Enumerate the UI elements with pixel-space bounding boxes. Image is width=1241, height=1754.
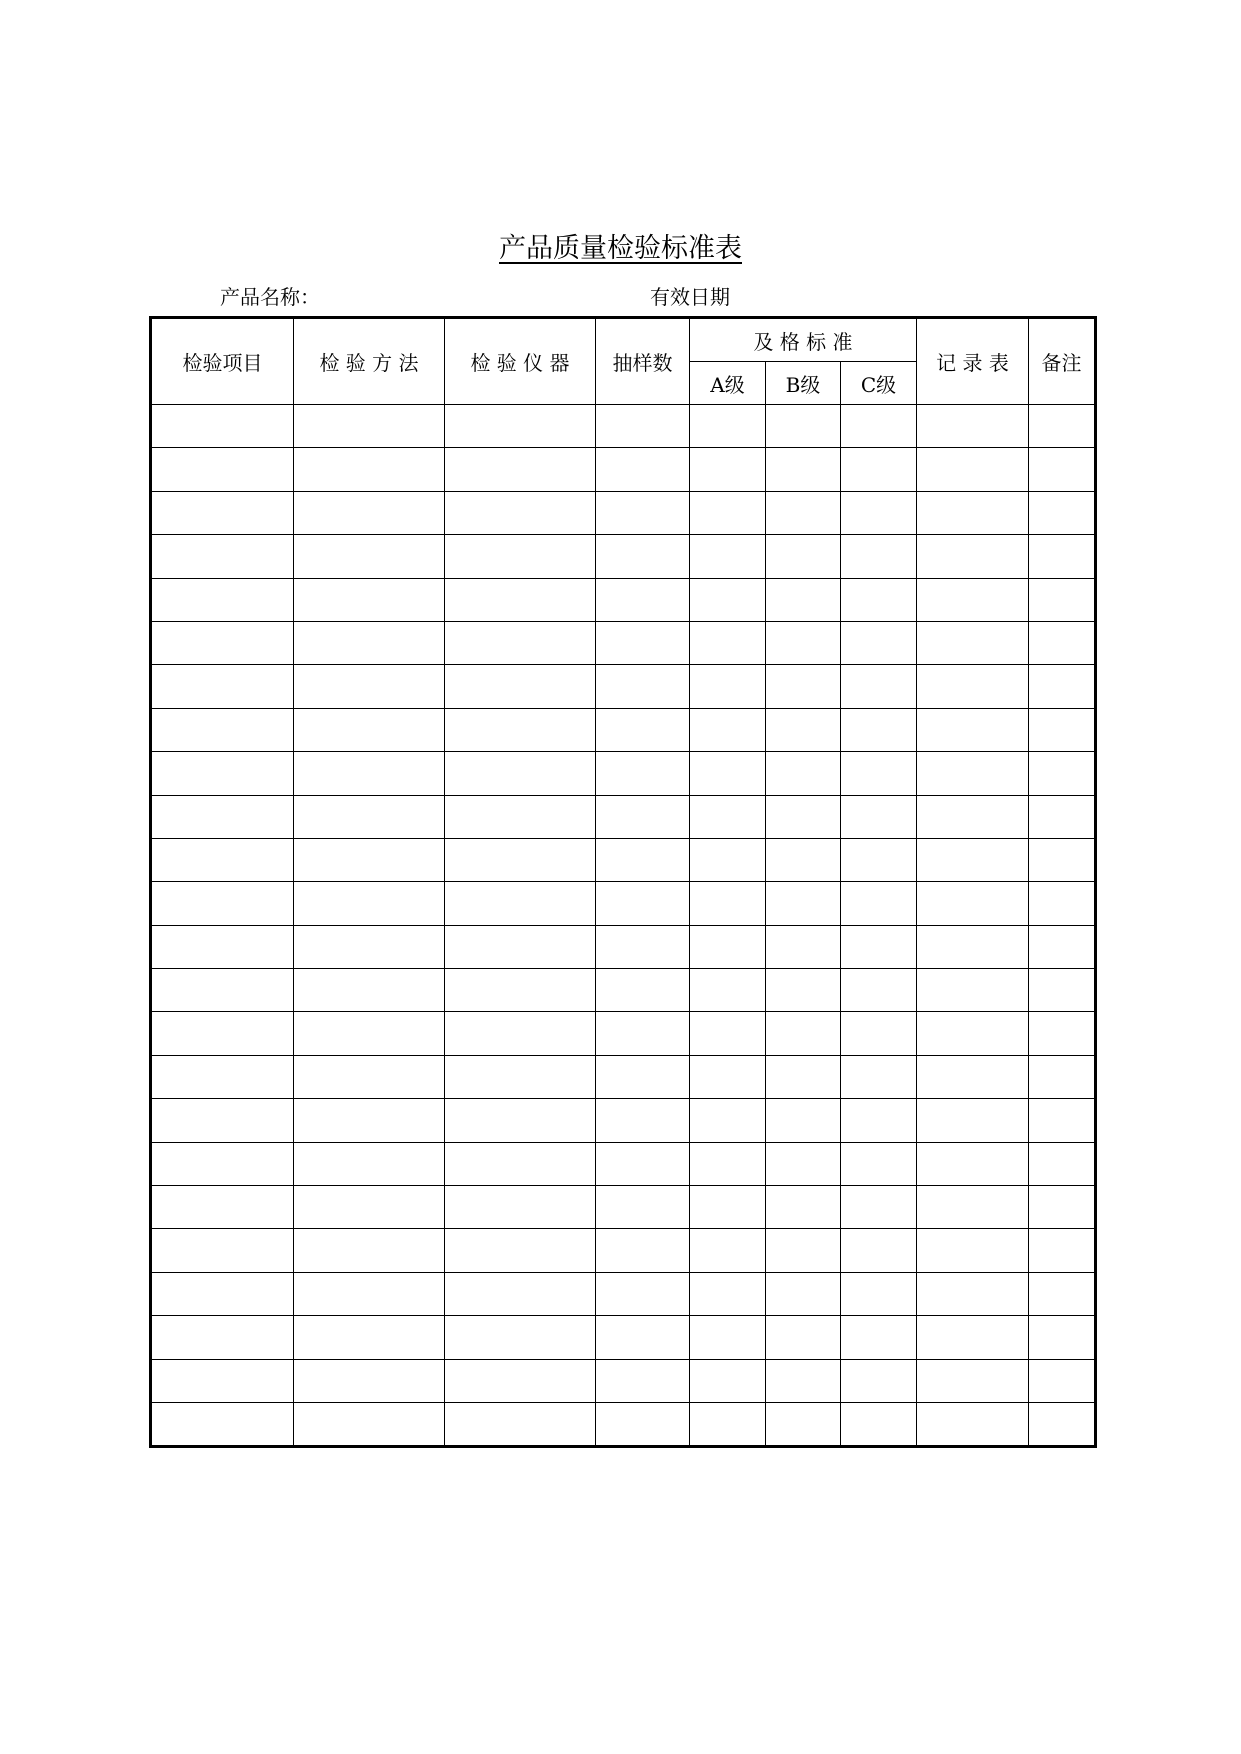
cell-grade-c bbox=[841, 448, 917, 491]
table-row bbox=[151, 1272, 1096, 1315]
cell-grade-a bbox=[690, 838, 766, 881]
cell-grade-a bbox=[690, 969, 766, 1012]
cell-item bbox=[151, 405, 294, 448]
table-row bbox=[151, 578, 1096, 621]
cell-grade-a bbox=[690, 1142, 766, 1185]
cell-grade-b bbox=[766, 882, 841, 925]
cell-item bbox=[151, 1359, 294, 1402]
cell-record-sheet bbox=[917, 708, 1029, 751]
cell-remark bbox=[1029, 578, 1096, 621]
cell-remark bbox=[1029, 535, 1096, 578]
cell-grade-b bbox=[766, 838, 841, 881]
cell-method bbox=[294, 795, 445, 838]
cell-item bbox=[151, 1012, 294, 1055]
inspection-standard-table bbox=[149, 316, 1097, 1448]
header-grade-b: B级 bbox=[766, 362, 841, 405]
table-row bbox=[151, 752, 1096, 795]
cell-item bbox=[151, 708, 294, 751]
cell-sample-count bbox=[596, 448, 690, 491]
cell-grade-c bbox=[841, 665, 917, 708]
cell-record-sheet bbox=[917, 1359, 1029, 1402]
cell-remark bbox=[1029, 1272, 1096, 1315]
cell-grade-c bbox=[841, 1402, 917, 1446]
cell-grade-b bbox=[766, 1229, 841, 1272]
cell-method bbox=[294, 1186, 445, 1229]
cell-sample-count bbox=[596, 708, 690, 751]
table-row bbox=[151, 925, 1096, 968]
cell-sample-count bbox=[596, 621, 690, 664]
cell-sample-count bbox=[596, 535, 690, 578]
cell-remark bbox=[1029, 1142, 1096, 1185]
cell-sample-count bbox=[596, 1229, 690, 1272]
cell-record-sheet bbox=[917, 1316, 1029, 1359]
table-row bbox=[151, 1055, 1096, 1098]
cell-instrument bbox=[445, 925, 596, 968]
cell-method bbox=[294, 1229, 445, 1272]
cell-grade-a bbox=[690, 621, 766, 664]
header-pass-standard: 及 格 标 准 bbox=[690, 318, 917, 362]
cell-record-sheet bbox=[917, 1186, 1029, 1229]
table-row bbox=[151, 838, 1096, 881]
cell-instrument bbox=[445, 882, 596, 925]
cell-record-sheet bbox=[917, 838, 1029, 881]
document-title bbox=[0, 232, 1241, 266]
cell-record-sheet bbox=[917, 1402, 1029, 1446]
cell-grade-b bbox=[766, 969, 841, 1012]
cell-grade-c bbox=[841, 405, 917, 448]
cell-sample-count bbox=[596, 1012, 690, 1055]
cell-sample-count bbox=[596, 578, 690, 621]
cell-grade-b bbox=[766, 621, 841, 664]
cell-sample-count bbox=[596, 1359, 690, 1402]
cell-instrument bbox=[445, 1142, 596, 1185]
cell-method bbox=[294, 578, 445, 621]
cell-method bbox=[294, 838, 445, 881]
header-record-sheet: 记 录 表 bbox=[917, 318, 1029, 405]
cell-remark bbox=[1029, 448, 1096, 491]
cell-grade-b bbox=[766, 448, 841, 491]
cell-grade-b bbox=[766, 1359, 841, 1402]
cell-instrument bbox=[445, 578, 596, 621]
table-row bbox=[151, 491, 1096, 534]
cell-grade-b bbox=[766, 1099, 841, 1142]
cell-sample-count bbox=[596, 665, 690, 708]
cell-record-sheet bbox=[917, 1012, 1029, 1055]
cell-remark bbox=[1029, 1359, 1096, 1402]
cell-grade-c bbox=[841, 752, 917, 795]
table-row bbox=[151, 882, 1096, 925]
cell-item bbox=[151, 1316, 294, 1359]
table-row bbox=[151, 1402, 1096, 1446]
cell-method bbox=[294, 491, 445, 534]
cell-remark bbox=[1029, 882, 1096, 925]
cell-instrument bbox=[445, 838, 596, 881]
cell-grade-c bbox=[841, 535, 917, 578]
cell-instrument bbox=[445, 448, 596, 491]
cell-remark bbox=[1029, 405, 1096, 448]
cell-grade-c bbox=[841, 1099, 917, 1142]
cell-instrument bbox=[445, 1186, 596, 1229]
cell-item bbox=[151, 1186, 294, 1229]
cell-grade-a bbox=[690, 491, 766, 534]
cell-method bbox=[294, 621, 445, 664]
cell-grade-b bbox=[766, 1012, 841, 1055]
cell-instrument bbox=[445, 1316, 596, 1359]
table-body bbox=[151, 405, 1096, 1447]
cell-record-sheet bbox=[917, 578, 1029, 621]
cell-grade-b bbox=[766, 578, 841, 621]
cell-remark bbox=[1029, 838, 1096, 881]
cell-item bbox=[151, 621, 294, 664]
table-row bbox=[151, 1142, 1096, 1185]
cell-grade-c bbox=[841, 838, 917, 881]
cell-sample-count bbox=[596, 1316, 690, 1359]
cell-instrument bbox=[445, 665, 596, 708]
cell-item bbox=[151, 1272, 294, 1315]
cell-item bbox=[151, 535, 294, 578]
cell-method bbox=[294, 1402, 445, 1446]
header-grade-a: A级 bbox=[690, 362, 766, 405]
cell-grade-a bbox=[690, 1402, 766, 1446]
cell-sample-count bbox=[596, 795, 690, 838]
cell-item bbox=[151, 969, 294, 1012]
cell-instrument bbox=[445, 1229, 596, 1272]
cell-sample-count bbox=[596, 1272, 690, 1315]
cell-grade-a bbox=[690, 925, 766, 968]
cell-instrument bbox=[445, 1272, 596, 1315]
cell-grade-c bbox=[841, 1012, 917, 1055]
cell-method bbox=[294, 405, 445, 448]
cell-grade-c bbox=[841, 925, 917, 968]
cell-item bbox=[151, 665, 294, 708]
cell-sample-count bbox=[596, 1186, 690, 1229]
cell-grade-c bbox=[841, 1142, 917, 1185]
table-row bbox=[151, 448, 1096, 491]
cell-sample-count bbox=[596, 838, 690, 881]
cell-grade-a bbox=[690, 1272, 766, 1315]
cell-instrument bbox=[445, 621, 596, 664]
cell-grade-b bbox=[766, 535, 841, 578]
cell-grade-b bbox=[766, 405, 841, 448]
cell-method bbox=[294, 925, 445, 968]
cell-sample-count bbox=[596, 969, 690, 1012]
cell-grade-c bbox=[841, 882, 917, 925]
cell-sample-count bbox=[596, 1142, 690, 1185]
table-row bbox=[151, 969, 1096, 1012]
cell-method bbox=[294, 665, 445, 708]
cell-record-sheet bbox=[917, 1055, 1029, 1098]
cell-remark bbox=[1029, 795, 1096, 838]
cell-grade-c bbox=[841, 1055, 917, 1098]
table-row bbox=[151, 1359, 1096, 1402]
cell-method bbox=[294, 1055, 445, 1098]
cell-record-sheet bbox=[917, 448, 1029, 491]
table-row bbox=[151, 1229, 1096, 1272]
cell-grade-a bbox=[690, 535, 766, 578]
cell-record-sheet bbox=[917, 491, 1029, 534]
cell-grade-a bbox=[690, 795, 766, 838]
cell-method bbox=[294, 448, 445, 491]
cell-instrument bbox=[445, 1402, 596, 1446]
cell-sample-count bbox=[596, 1055, 690, 1098]
cell-remark bbox=[1029, 491, 1096, 534]
cell-grade-a bbox=[690, 448, 766, 491]
cell-grade-c bbox=[841, 1272, 917, 1315]
cell-item bbox=[151, 1402, 294, 1446]
cell-method bbox=[294, 969, 445, 1012]
header-sample-count: 抽样数 bbox=[596, 318, 690, 405]
header-inspection-item: 检验项目 bbox=[151, 318, 294, 405]
cell-method bbox=[294, 1272, 445, 1315]
cell-grade-c bbox=[841, 969, 917, 1012]
cell-grade-a bbox=[690, 1055, 766, 1098]
header-inspection-method: 检 验 方 法 bbox=[294, 318, 445, 405]
cell-record-sheet bbox=[917, 621, 1029, 664]
cell-record-sheet bbox=[917, 882, 1029, 925]
cell-grade-a bbox=[690, 405, 766, 448]
cell-remark bbox=[1029, 621, 1096, 664]
cell-grade-b bbox=[766, 1272, 841, 1315]
cell-item bbox=[151, 578, 294, 621]
table-row bbox=[151, 621, 1096, 664]
cell-item bbox=[151, 1055, 294, 1098]
title-text: 产品质量检验标准表 bbox=[499, 233, 742, 264]
cell-record-sheet bbox=[917, 665, 1029, 708]
cell-grade-c bbox=[841, 578, 917, 621]
cell-method bbox=[294, 1359, 445, 1402]
cell-instrument bbox=[445, 1099, 596, 1142]
cell-method bbox=[294, 882, 445, 925]
cell-grade-b bbox=[766, 925, 841, 968]
cell-remark bbox=[1029, 708, 1096, 751]
cell-item bbox=[151, 448, 294, 491]
cell-record-sheet bbox=[917, 1272, 1029, 1315]
cell-instrument bbox=[445, 969, 596, 1012]
cell-remark bbox=[1029, 1012, 1096, 1055]
cell-grade-c bbox=[841, 708, 917, 751]
cell-item bbox=[151, 1142, 294, 1185]
header-grade-c: C级 bbox=[841, 362, 917, 405]
cell-grade-b bbox=[766, 752, 841, 795]
cell-item bbox=[151, 838, 294, 881]
cell-grade-b bbox=[766, 665, 841, 708]
cell-remark bbox=[1029, 1316, 1096, 1359]
cell-item bbox=[151, 752, 294, 795]
cell-remark bbox=[1029, 1402, 1096, 1446]
cell-record-sheet bbox=[917, 1229, 1029, 1272]
cell-sample-count bbox=[596, 925, 690, 968]
cell-record-sheet bbox=[917, 752, 1029, 795]
cell-record-sheet bbox=[917, 795, 1029, 838]
cell-sample-count bbox=[596, 491, 690, 534]
cell-remark bbox=[1029, 1055, 1096, 1098]
cell-method bbox=[294, 708, 445, 751]
header-inspection-instrument: 检 验 仪 器 bbox=[445, 318, 596, 405]
cell-instrument bbox=[445, 1359, 596, 1402]
cell-grade-a bbox=[690, 1012, 766, 1055]
cell-sample-count bbox=[596, 882, 690, 925]
cell-grade-b bbox=[766, 1316, 841, 1359]
cell-instrument bbox=[445, 795, 596, 838]
cell-instrument bbox=[445, 1055, 596, 1098]
table-row bbox=[151, 1316, 1096, 1359]
cell-grade-b bbox=[766, 1402, 841, 1446]
cell-remark bbox=[1029, 665, 1096, 708]
cell-grade-b bbox=[766, 1186, 841, 1229]
cell-instrument bbox=[445, 535, 596, 578]
table-row bbox=[151, 795, 1096, 838]
cell-method bbox=[294, 1142, 445, 1185]
cell-grade-c bbox=[841, 795, 917, 838]
table-row bbox=[151, 1099, 1096, 1142]
cell-remark bbox=[1029, 752, 1096, 795]
cell-method bbox=[294, 1099, 445, 1142]
cell-sample-count bbox=[596, 1402, 690, 1446]
cell-sample-count bbox=[596, 752, 690, 795]
cell-record-sheet bbox=[917, 969, 1029, 1012]
cell-instrument bbox=[445, 1012, 596, 1055]
cell-grade-c bbox=[841, 1186, 917, 1229]
cell-record-sheet bbox=[917, 405, 1029, 448]
cell-grade-c bbox=[841, 1316, 917, 1359]
table-row bbox=[151, 1186, 1096, 1229]
cell-instrument bbox=[445, 752, 596, 795]
cell-item bbox=[151, 491, 294, 534]
cell-grade-b bbox=[766, 708, 841, 751]
cell-grade-c bbox=[841, 1229, 917, 1272]
cell-instrument bbox=[445, 708, 596, 751]
cell-remark bbox=[1029, 925, 1096, 968]
cell-record-sheet bbox=[917, 535, 1029, 578]
table-row bbox=[151, 405, 1096, 448]
cell-grade-a bbox=[690, 1099, 766, 1142]
cell-grade-b bbox=[766, 1055, 841, 1098]
cell-remark bbox=[1029, 1186, 1096, 1229]
cell-record-sheet bbox=[917, 1142, 1029, 1185]
cell-method bbox=[294, 1316, 445, 1359]
valid-date-label: 有效日期 bbox=[650, 285, 730, 309]
cell-remark bbox=[1029, 1099, 1096, 1142]
cell-item bbox=[151, 1229, 294, 1272]
cell-sample-count bbox=[596, 1099, 690, 1142]
cell-item bbox=[151, 1099, 294, 1142]
cell-grade-a bbox=[690, 882, 766, 925]
cell-instrument bbox=[445, 405, 596, 448]
cell-grade-c bbox=[841, 1359, 917, 1402]
table-row bbox=[151, 665, 1096, 708]
cell-sample-count bbox=[596, 405, 690, 448]
cell-grade-a bbox=[690, 708, 766, 751]
cell-item bbox=[151, 795, 294, 838]
cell-grade-a bbox=[690, 665, 766, 708]
cell-grade-b bbox=[766, 491, 841, 534]
cell-grade-c bbox=[841, 491, 917, 534]
cell-grade-c bbox=[841, 621, 917, 664]
cell-grade-a bbox=[690, 1316, 766, 1359]
table-row bbox=[151, 1012, 1096, 1055]
cell-grade-a bbox=[690, 1359, 766, 1402]
product-name-label: 产品名称： bbox=[220, 285, 320, 309]
cell-record-sheet bbox=[917, 1099, 1029, 1142]
cell-instrument bbox=[445, 491, 596, 534]
cell-method bbox=[294, 752, 445, 795]
cell-item bbox=[151, 925, 294, 968]
cell-grade-a bbox=[690, 578, 766, 621]
cell-record-sheet bbox=[917, 925, 1029, 968]
table-row bbox=[151, 535, 1096, 578]
cell-remark bbox=[1029, 1229, 1096, 1272]
cell-grade-a bbox=[690, 1229, 766, 1272]
cell-method bbox=[294, 535, 445, 578]
table-row bbox=[151, 708, 1096, 751]
cell-grade-b bbox=[766, 1142, 841, 1185]
cell-grade-a bbox=[690, 1186, 766, 1229]
cell-grade-a bbox=[690, 752, 766, 795]
cell-remark bbox=[1029, 969, 1096, 1012]
cell-item bbox=[151, 882, 294, 925]
header-remark: 备注 bbox=[1029, 318, 1096, 405]
cell-method bbox=[294, 1012, 445, 1055]
cell-grade-b bbox=[766, 795, 841, 838]
